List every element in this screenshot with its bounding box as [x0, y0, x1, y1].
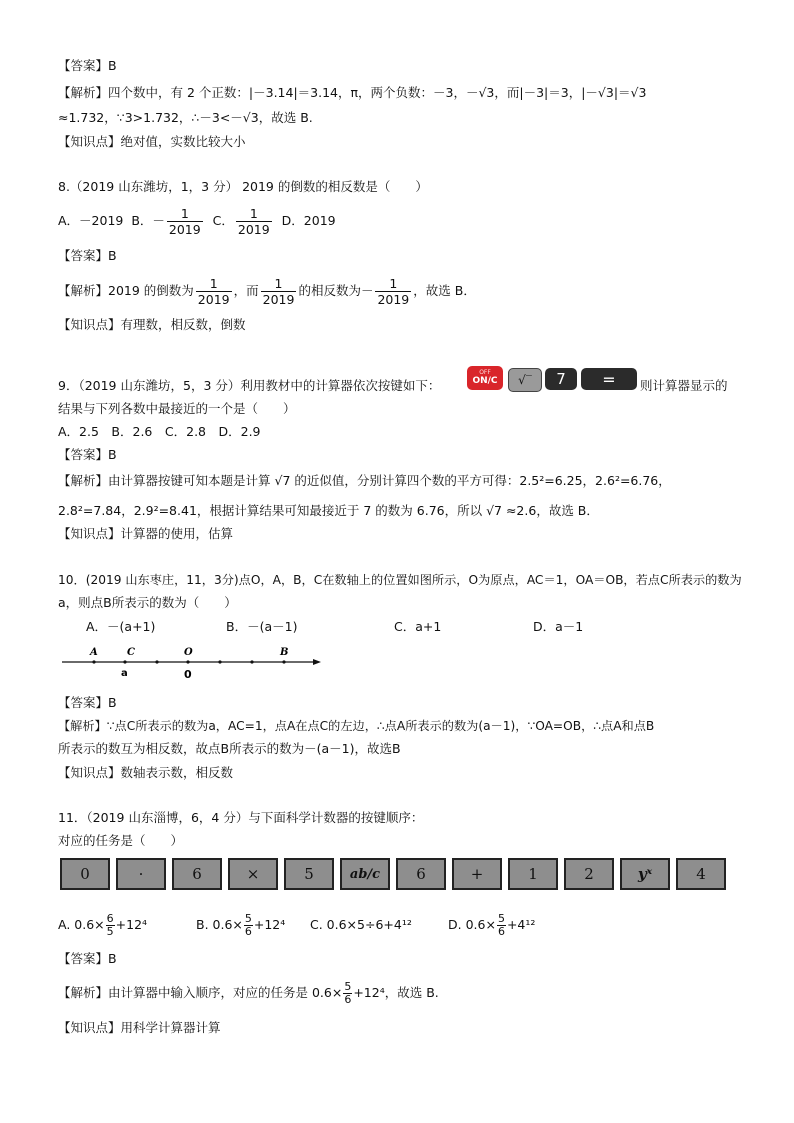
q11-knowledge: 【知识点】用科学计算器计算 — [58, 1020, 221, 1035]
calc-key-2: 2 — [564, 858, 614, 890]
number-line-figure — [58, 640, 328, 684]
q11-analysis: 【解析】由计算器中输入顺序，对应的任务是 0.6× $\frac{5}{6}$ +12⁴，故选 B. — [58, 980, 439, 1006]
q11-stem-2: 对应的任务是（ ） — [58, 833, 184, 848]
calc-key-0: 0 — [60, 858, 110, 890]
q9-stem-b: 则计算器显示的 — [640, 378, 728, 393]
q10-answer: 【答案】B — [58, 695, 117, 710]
q11-opt-a: A. 0.6× $\frac{6}{5}$ +12⁴ — [58, 912, 148, 938]
q9-stem-2: 结果与下列各数中最接近的一个是（ ） — [58, 401, 296, 416]
point-b-label: B — [280, 647, 289, 658]
calc-key-1: 1 — [508, 858, 558, 890]
number-line-arrow-icon — [313, 659, 321, 665]
q7-answer: 【答案】B — [58, 58, 117, 73]
q7-knowledge: 【知识点】绝对值，实数比较大小 — [58, 134, 246, 149]
q9-answer: 【答案】B — [58, 447, 117, 462]
q8-opt-d: D．2019 — [281, 213, 336, 228]
q10-analysis-1: 【解析】∵点C所表示的数为a，AC=1，点A在点C的左边，∴点A所表示的数为(a－1)，∵OA=OB，∴点A和点B — [58, 719, 655, 733]
q8-opt-b: B．－ — [131, 213, 165, 228]
on-c-key-icon: OFF ON/C — [467, 366, 503, 390]
calc-key-times: × — [228, 858, 278, 890]
q8-frac-b: $\frac{1}{2019}$ — [168, 206, 201, 237]
q8-stem: 8.（2019 山东潍坊，1，3 分） 2019 的倒数的相反数是（ ） — [58, 179, 428, 194]
q10-stem-2: a，则点B所表示的数为（ ） — [58, 595, 237, 610]
seven-key-icon: 7 — [545, 368, 577, 390]
q8-analysis: 【解析】2019 的倒数为 $\frac{1}{2019}$ ，而 $\frac{1}{2019}$ 的相反数为－ $\frac{1}{2019}$ ，故选 B． — [58, 276, 476, 307]
q9-stem-a: 9．（2019 山东潍坊，5，3 分）利用教材中的计算器依次按键如下： — [58, 378, 441, 393]
q10-knowledge: 【知识点】数轴表示数，相反数 — [58, 765, 234, 780]
calc-key-dot: · — [116, 858, 166, 890]
q11-stem-1: 11．（2019 山东淄博，6，4 分）与下面科学计数器的按键顺序： — [58, 810, 424, 825]
calc-key-4: 4 — [676, 858, 726, 890]
sqrt-key-icon: √‾ — [508, 368, 542, 392]
calc-key-6b: 6 — [396, 858, 446, 890]
equals-key-icon: = — [581, 368, 637, 390]
calc-key-abc: ab/c — [340, 858, 390, 890]
q8-opt-a: A．－2019 — [58, 213, 124, 228]
q11-answer: 【答案】B — [58, 951, 117, 966]
q11-opt-c: C. 0.6×5÷6+4¹² — [310, 917, 412, 932]
q8-opt-c: C． — [212, 213, 234, 228]
q10-stem-1: 10．(2019 山东枣庄，11，3分)点O，A，B，C在数轴上的位置如图所示，O为原点，AC＝1，OA＝OB，若点C所表示的数为 — [58, 573, 742, 587]
q10-opt-a: A．－(a+1) — [86, 619, 156, 634]
q7-analysis-2: ≈1.732，∵3>1.732，∴－3<－√3，故选 B. — [58, 110, 313, 125]
q8-frac-c: $\frac{1}{2019}$ — [237, 206, 270, 237]
q11-opt-d: D. 0.6× $\frac{5}{6}$ +4¹² — [448, 912, 536, 938]
q10-analysis-2: 所表示的数互为相反数，故点B所表示的数为－(a－1)，故选B — [58, 741, 401, 756]
calc-key-6: 6 — [172, 858, 222, 890]
calc-key-plus: + — [452, 858, 502, 890]
q9-analysis-1: 【解析】由计算器按键可知本题是计算 √7 的近似值，分别计算四个数的平方可得：2.5²=6.25，2.6²=6.76， — [58, 473, 671, 488]
value-0-label: 0 — [184, 668, 192, 681]
q10-opt-b: B．－(a－1) — [226, 619, 298, 634]
q8-knowledge: 【知识点】有理数，相反数，倒数 — [58, 317, 246, 332]
q9-options: A．2.5 B．2.6 C．2.8 D．2.9 — [58, 424, 261, 439]
q9-knowledge: 【知识点】计算器的使用，估算 — [58, 526, 234, 541]
q10-opt-d: D．a－1 — [533, 619, 584, 634]
q8-answer: 【答案】B — [58, 248, 117, 263]
value-a-label: a — [121, 668, 128, 679]
q7-analysis-1: 【解析】四个数中，有 2 个正数：|－3.14|＝3.14，π，两个负数：－3，－√3，而|－3|＝3，|－√3|＝√3 — [58, 85, 647, 100]
point-c-label: C — [127, 647, 135, 658]
calc-key-power: yˣ — [620, 858, 670, 890]
point-o-label: O — [184, 647, 193, 658]
q10-opt-c: C．a+1 — [394, 619, 442, 634]
q8-options — [58, 204, 336, 238]
calc-key-5: 5 — [284, 858, 334, 890]
point-a-label: A — [90, 647, 98, 658]
q11-opt-b: B. 0.6× $\frac{5}{6}$ +12⁴ — [196, 912, 286, 938]
q9-analysis-2: 2.8²=7.84，2.9²=8.41，根据计算结果可知最接近于 7 的数为 6.76，所以 √7 ≈2.6，故选 B． — [58, 503, 599, 518]
